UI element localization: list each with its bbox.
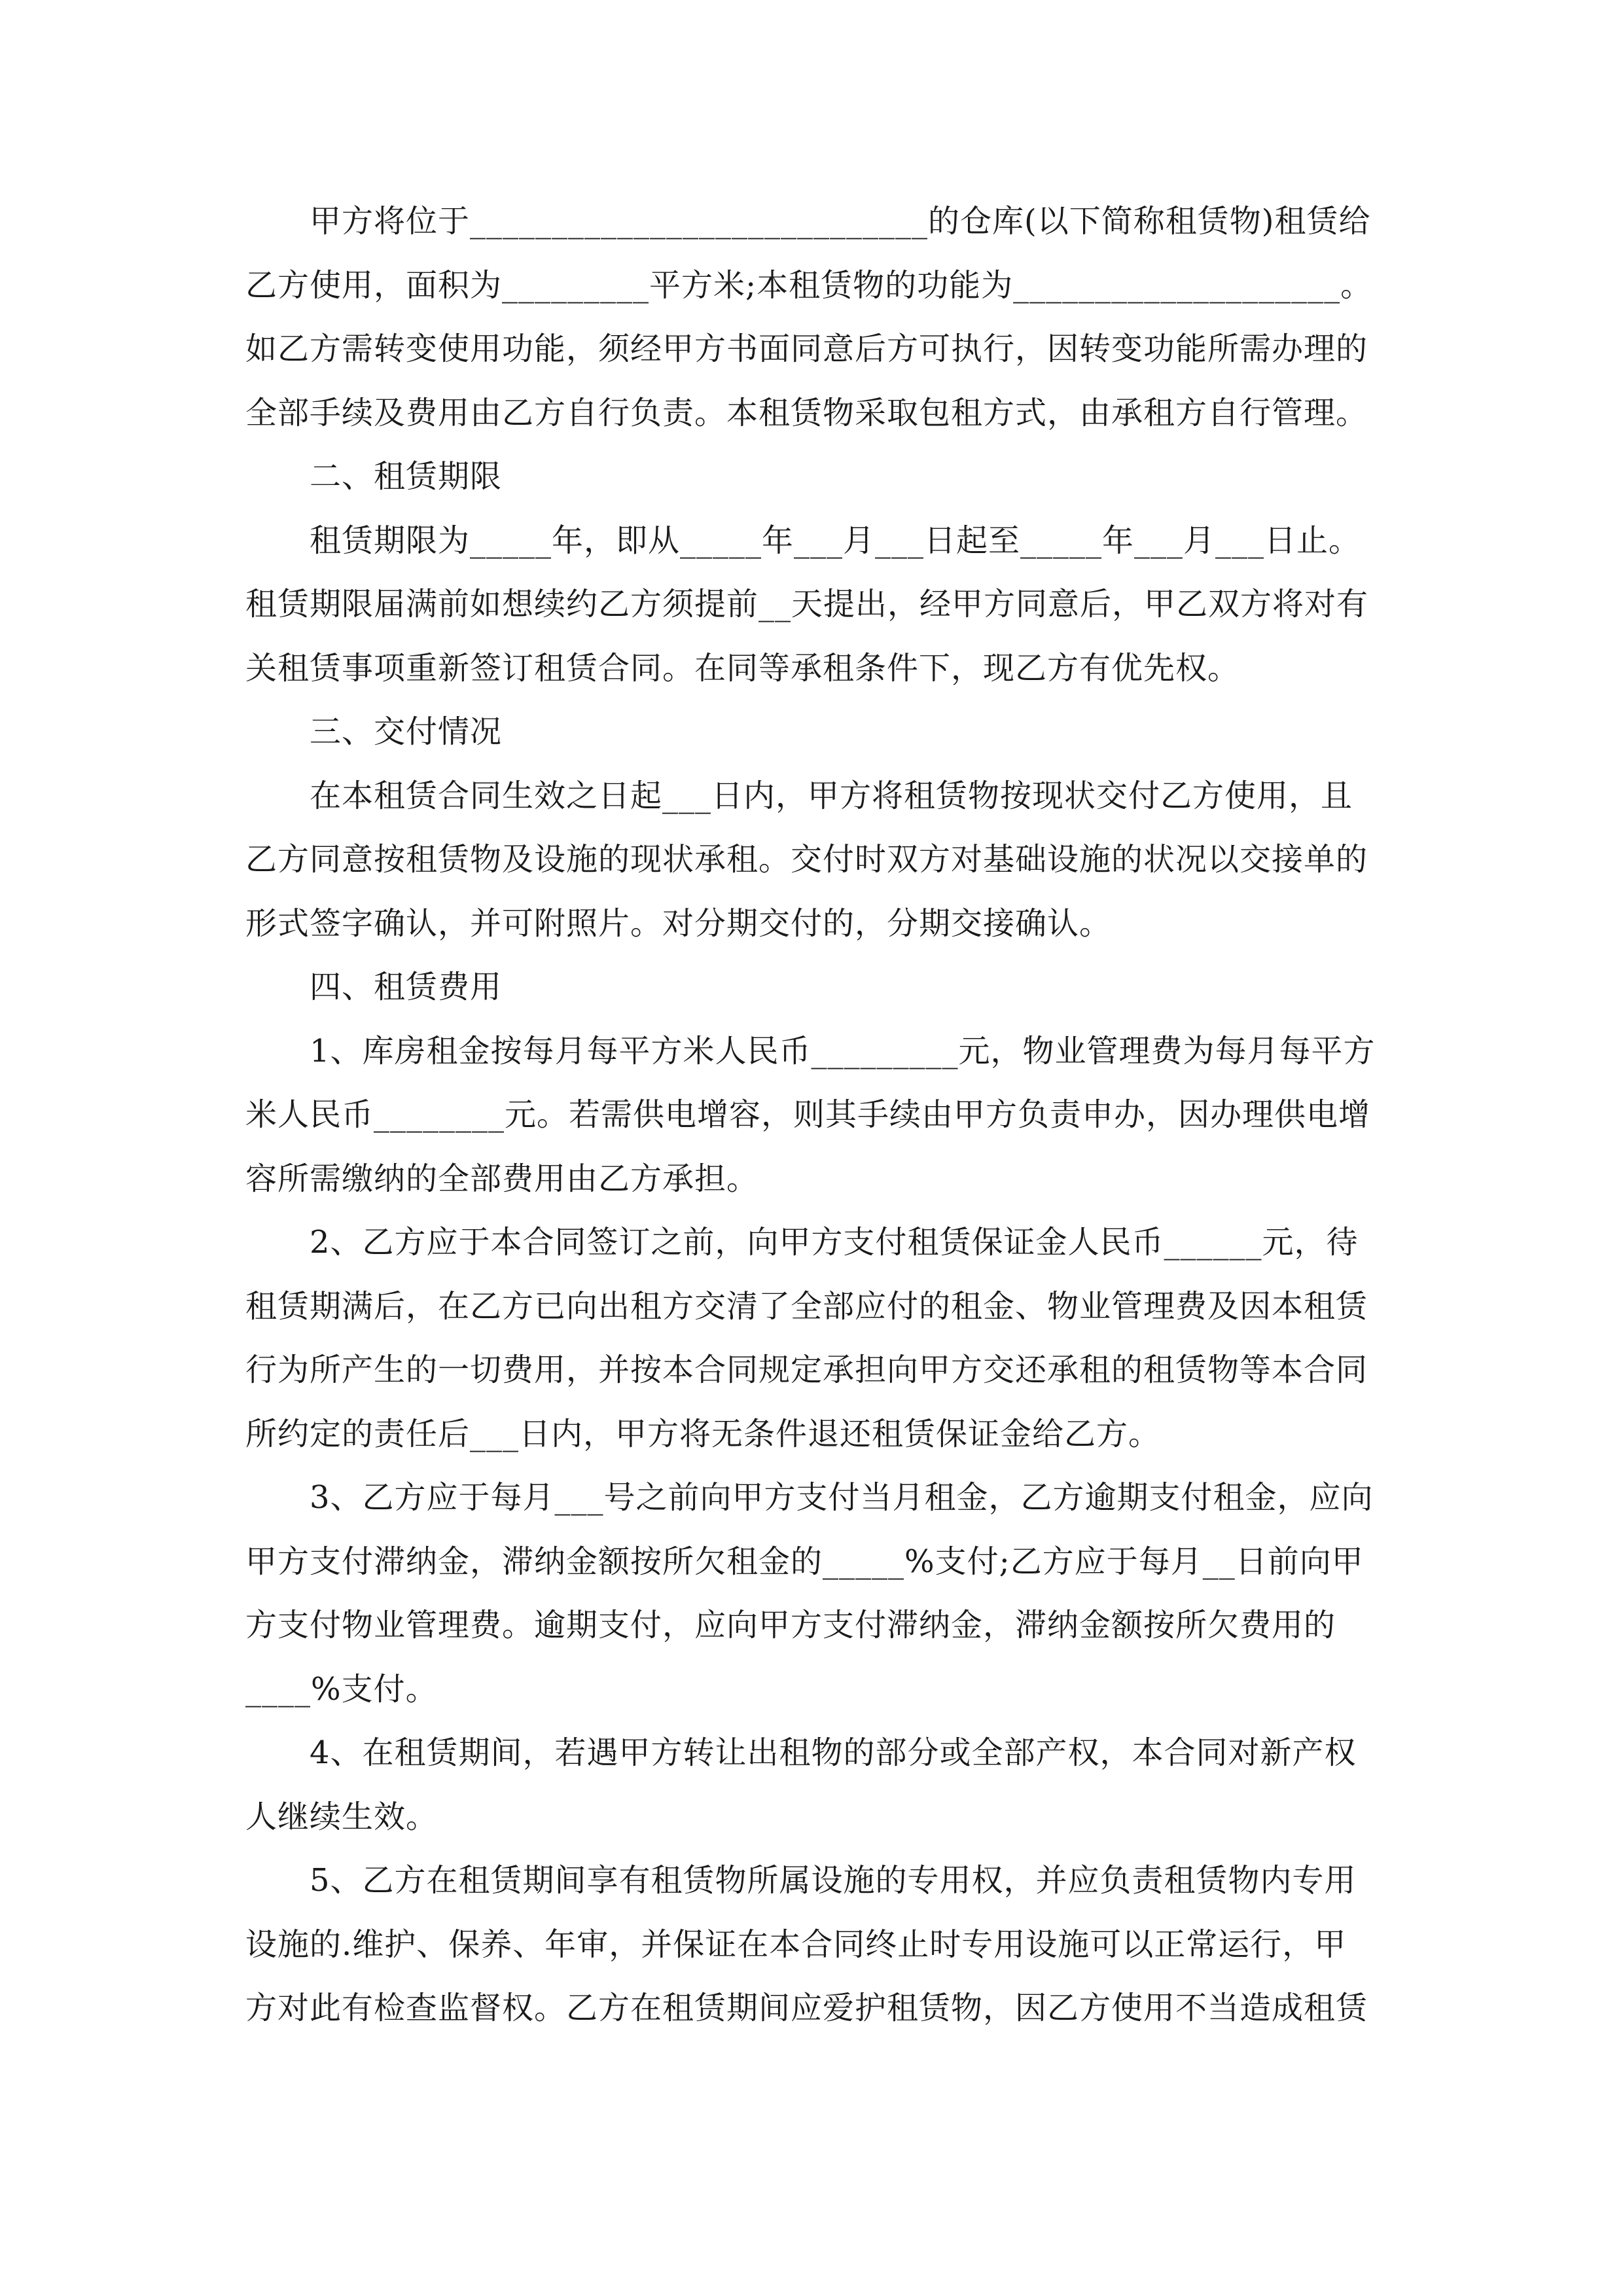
paragraph-lease-term: 租赁期限为_____年，即从_____年___月___日起至_____年___月___日止。租赁期限届满前如想续约乙方须提前__天提出，经甲方同意后，甲乙双方将对有关租赁事项重新签订租赁合同。在同等承租条件下，现乙方有优先权。 [245,522,1369,687]
paragraph-fee-4: 4、在租赁期间，若遇甲方转让出租物的部分或全部产权，本合同对新产权人继续生效。 [245,1734,1357,1835]
paragraph-delivery: 在本租赁合同生效之日起___日内，甲方将租赁物按现状交付乙方使用，且乙方同意按租赁物及设施的现状承租。交付时双方对基础设施的状况以交接单的形式签字确认，并可附照片。对分期交付的，分期交接确认。 [245,777,1368,942]
heading-lease-term: 二、租赁期限 [310,458,503,495]
paragraph-fee-3: 3、乙方应于每月___号之前向甲方支付当月租金，乙方逾期支付租金，应向甲方支付滞纳金，滞纳金额按所欠租金的_____%支付;乙方应于每月__日前向甲方支付物业管理费。逾期支付，应向甲方支付滞纳金，滞纳金额按所欠费用的____%支付。 [245,1479,1374,1708]
heading-delivery: 三、交付情况 [310,713,503,750]
heading-lease-fees: 四、租赁费用 [310,969,503,1005]
paragraph-fee-2: 2、乙方应于本合同签订之前，向甲方支付租赁保证金人民币______元，待租赁期满后，在乙方已向出租方交清了全部应付的租金、物业管理费及因本租赁行为所产生的一切费用，并按本合同规定承担向甲方交还承租的租赁物等本合同所约定的责任后___日内，甲方将无条件退还租赁保证金给乙方。 [245,1224,1368,1452]
paragraph-fee-5: 5、乙方在租赁期间享有租赁物所属设施的专用权，并应负责租赁物内专用设施的.维护、保养、年审，并保证在本合同终止时专用设施可以正常运行，甲方对此有检查监督权。乙方在租赁期间应爱护租赁物，因乙方使用不当造成租赁 [245,1862,1368,2026]
paragraph-premises: 甲方将位于____________________________的仓库(以下简称租赁物)租赁给乙方使用，面积为_________平方米;本租赁物的功能为____________________。如乙方需转变使用功能，须经甲方书面同意后方可执行，因转变功能所需办理的全部手续及费用由乙方自行负责。本租赁物采取包租方式，由承租方自行管理。 [245,203,1373,431]
paragraph-fee-1: 1、库房租金按每月每平方米人民币_________元，物业管理费为每月每平方米人民币________元。若需供电增容，则其手续由甲方负责申办，因办理供电增容所需缴纳的全部费用由乙方承担。 [245,1032,1376,1197]
